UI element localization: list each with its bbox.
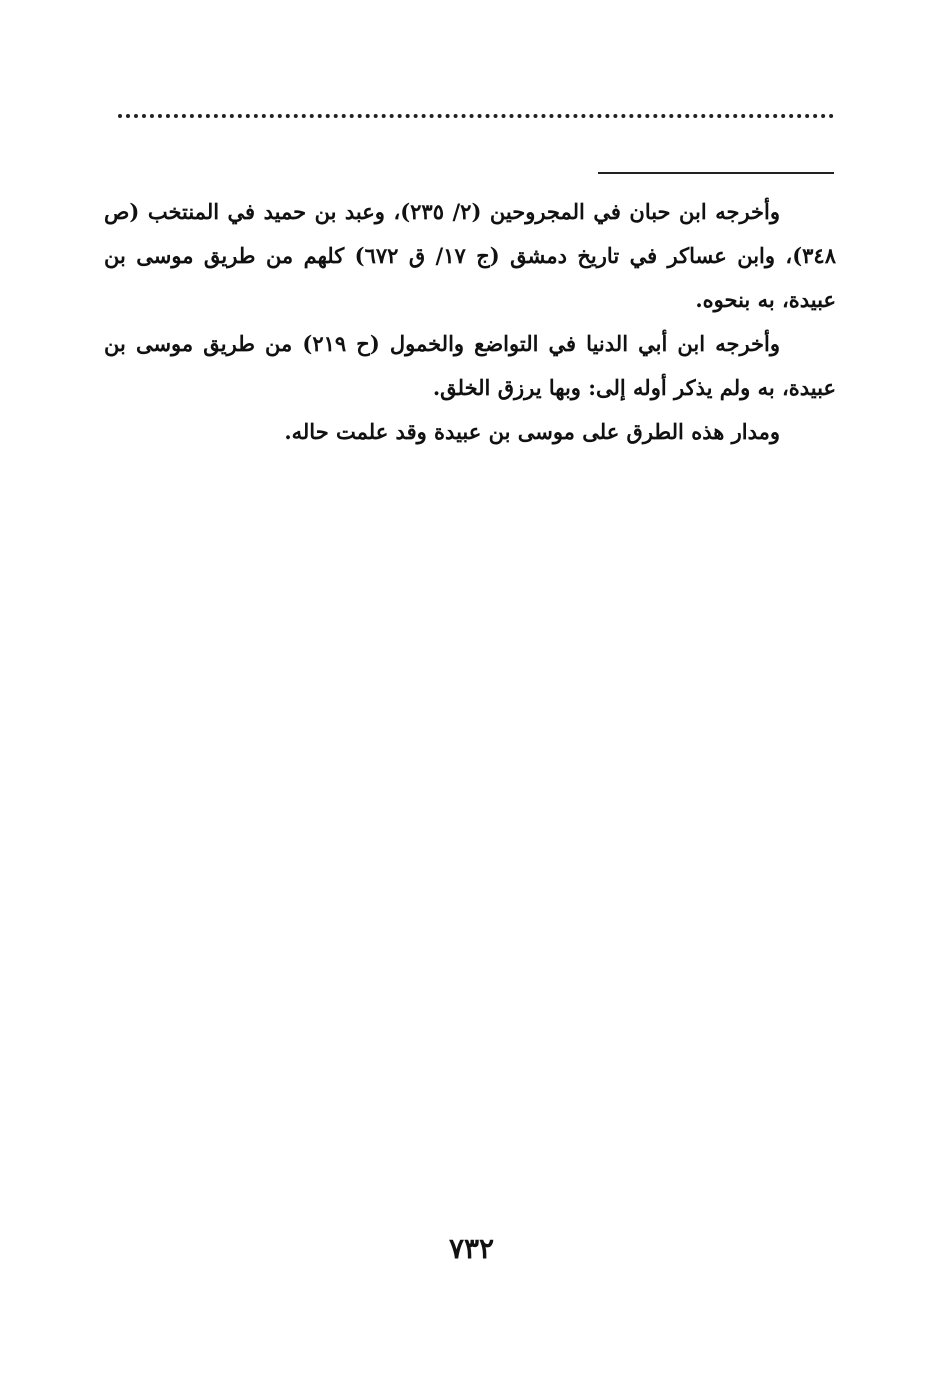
- footnote-paragraph: وأخرجه ابن حبان في المجروحين (٢/ ٢٣٥)، وعبد بن حميد في المنتخب (ص ٣٤٨)، وابن عساكر في تاريخ دمشق (ج ١٧/ ق ٦٧٢) كلهم من طريق موسى بن عبيدة، به بنحوه.: [104, 199, 836, 312]
- separator-dotted-line: [118, 114, 834, 118]
- footnote-paragraph: وأخرجه ابن أبي الدنيا في التواضع والخمول (ح ٢١٩) من طريق موسى بن عبيدة، به ولم يذكر أوله إلى: وبها يرزق الخلق.: [104, 331, 836, 400]
- footnote-paragraph: ومدار هذه الطرق على موسى بن عبيدة وقد علمت حاله.: [284, 419, 780, 444]
- footnote-text-block: [104, 190, 836, 454]
- page-number: ٧٣٢: [448, 1232, 495, 1265]
- footnote-rule: [598, 172, 834, 174]
